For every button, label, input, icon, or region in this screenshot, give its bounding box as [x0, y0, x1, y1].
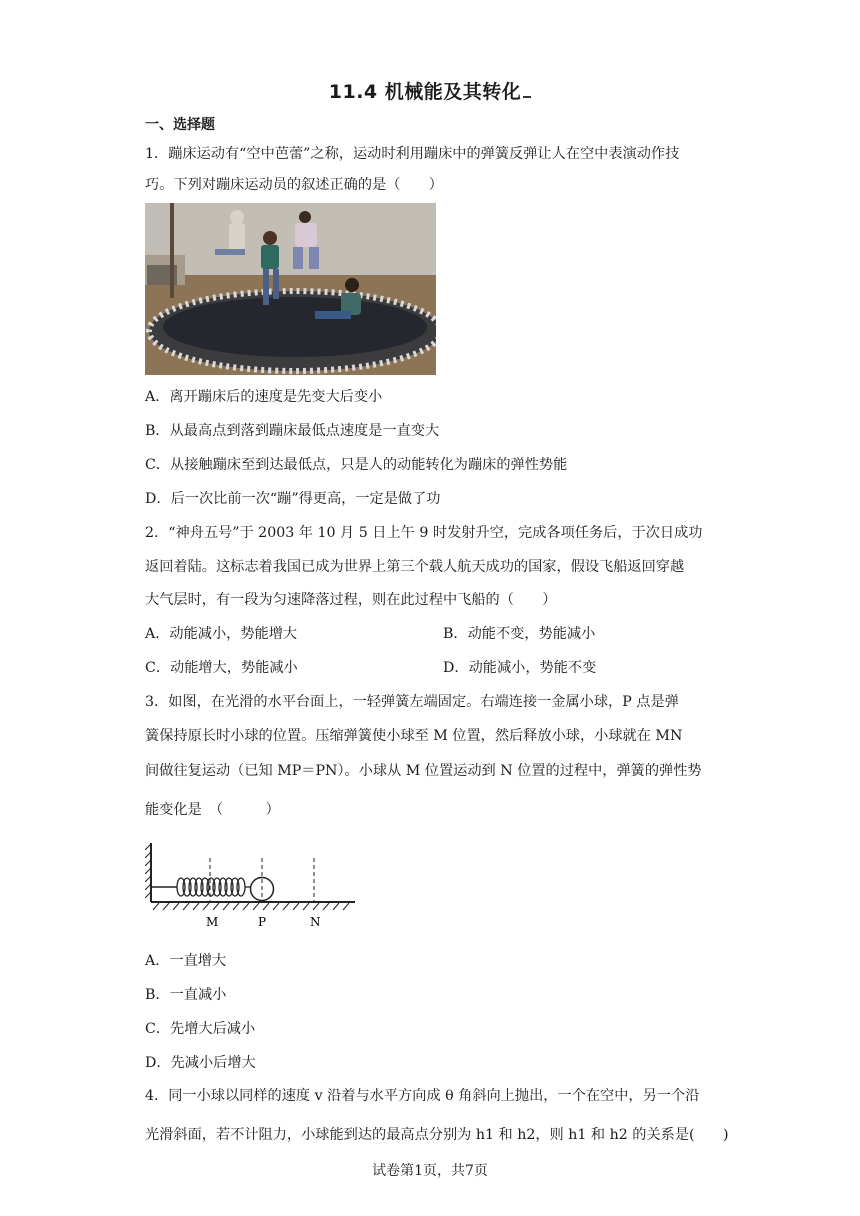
page-footer: 试卷第1页，共7页: [372, 1163, 488, 1179]
q3-option-b: B．一直减小: [145, 987, 227, 1003]
q2-option-a: A．动能减小，势能增大: [145, 626, 298, 642]
section-heading: 一、选择题: [145, 117, 215, 133]
q2-option-b: B．动能不变，势能减小: [443, 626, 596, 642]
q3-stem-line2: 簧保持原长时小球的位置。压缩弹簧使小球至 M 位置，然后释放小球，小球就在 MN: [145, 728, 683, 744]
q3-option-c: C．先增大后减小: [145, 1021, 256, 1037]
trampoline-photo: [145, 203, 436, 375]
q2-option-d: D．动能减小，势能不变: [443, 660, 597, 676]
label-m: M: [206, 915, 219, 929]
q1-option-a: A．离开蹦床后的速度是先变大后变小: [145, 389, 383, 405]
q2-stem-line2: 返回着陆。这标志着我国已成为世界上第三个载人航天成功的国家，假设飞船返回穿越: [145, 559, 685, 575]
q3-option-d: D．先减小后增大: [145, 1055, 256, 1071]
q3-stem-line3: 间做往复运动（已知 MP＝PN）。小球从 M 位置运动到 N 位置的过程中，弹簧的弹性势: [145, 763, 702, 779]
q1-stem-line2: 巧。下列对蹦床运动员的叙述正确的是（ ）: [145, 177, 443, 193]
spring-ball-diagram: [145, 838, 360, 933]
q2-stem-line3: 大气层时，有一段为匀速降落过程，则在此过程中飞船的（ ）: [145, 592, 557, 608]
q4-stem-line1: 4．同一小球以同样的速度 v 沿着与水平方向成 θ 角斜向上抛出，一个在空中，另一个沿: [145, 1088, 700, 1104]
page-title: 11.4 机械能及其转化: [0, 77, 860, 104]
q1-option-b: B．从最高点到落到蹦床最低点速度是一直变大: [145, 423, 440, 439]
spring-coils: [177, 878, 245, 896]
q1-option-d: D．后一次比前一次“蹦”得更高，一定是做了功: [145, 491, 441, 507]
q4-stem-line2: 光滑斜面，若不计阻力，小球能到达的最高点分别为 h1 和 h2，则 h1 和 h2 的关系是( ): [145, 1127, 729, 1143]
label-n: N: [310, 915, 321, 929]
text-cursor: [523, 82, 531, 98]
q3-stem-line4: 能变化是 （ ）: [145, 802, 280, 818]
label-p: P: [258, 915, 267, 929]
q1-stem-line1: 1．蹦床运动有“空中芭蕾”之称，运动时利用蹦床中的弹簧反弹让人在空中表演动作技: [145, 146, 680, 162]
trampoline-illustration: [145, 203, 436, 375]
q2-option-c: C．动能增大，势能减小: [145, 660, 298, 676]
q1-option-c: C．从接触蹦床至到达最低点，只是人的动能转化为蹦床的弹性势能: [145, 457, 568, 473]
q3-option-a: A．一直增大: [145, 953, 227, 969]
q2-stem-line1: 2．“神舟五号”于 2003 年 10 月 5 日上午 9 时发射升空，完成各项任务后，于次日成功: [145, 525, 703, 541]
q3-stem-line1: 3．如图，在光滑的水平台面上，一轻弹簧左端固定。右端连接一金属小球，P 点是弹: [145, 694, 679, 710]
